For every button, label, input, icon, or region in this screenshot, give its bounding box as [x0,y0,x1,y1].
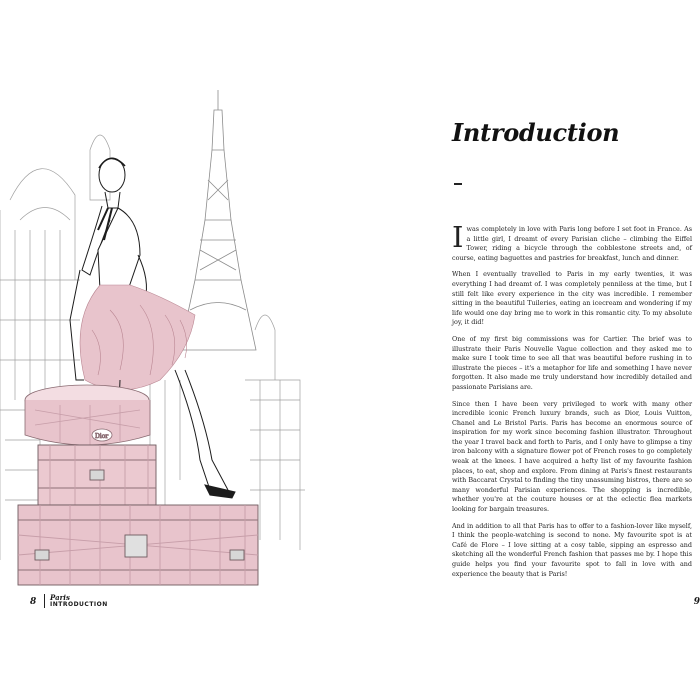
page-number-left: 8 [30,597,37,607]
running-head-section: INTRODUCTION [50,601,108,608]
eiffel-tower-sketch [180,90,256,350]
paris-fashion-illustration [0,80,320,590]
chapter-heading: Introduction [452,118,620,147]
running-head [44,594,108,608]
paragraph-1 [452,220,692,263]
heading-dash-divider [454,183,462,185]
paragraph-3: One of my first big commissions was for Cartier. The brief was to illustrate their Paris Nouvelle Vague collection and they asked me to make sure I took time to see all that was beautiful before rushing in to illustrate the pieces – it's a metaphor for life and something I have never forgotten. It also made me truly understand how incredibly detailed and passionate Parisians are. [452,334,692,391]
running-head-title: Paris [50,593,70,602]
paragraph-4: Since then I have been very privileged to work with many other incredible iconic French luxury brands, such as Dior, Louis Vuitton, Chanel and Le Bristol Paris. Paris has become an enormous source of inspiration for my work since becoming fashion illustrator. Throughout the year I travel back and forth to Paris, and I only have to glimpse a tiny iron balcony with a signature flower pot of French roses to go completely weak at the knees. I have acquired a hefty list of my favourite fashion places, to eat, shop and explore. From dining at Paris's finest restaurants with Baccarat Crystal to finding the tiny unassuming bistros, there are so many wonderful Parisian experiences. The shopping is incredible, whether you're at the couture houses or at the eclectic flea markets looking for bargain treasures. [452,399,692,514]
middle-trunk [38,445,156,505]
pink-tulle-skirt [80,285,195,390]
bottom-trunk [18,505,258,585]
dior-hatbox [25,385,150,448]
dior-label: Dior [95,433,109,440]
right-page [350,0,700,700]
paragraph-1-text: was completely in love with Paris long before I set foot in France. As a little girl, I dreamt of every Parisian cliche – climbing the Eiffel Tower, riding a bicycle through the cobblestone streets and, of course, eating baguettes and pastries for breakfast, lunch and dinner. [452,225,692,262]
body-text [452,220,692,586]
paragraph-2: When I eventually travelled to Paris in my early twenties, it was everything I had dreamt of. I was completely penniless at the time, but I still felt like every experience in the city was incredible. I remember sitting in the beautiful Tuileries, eating an icecream and wondering if my life would one day bring me to work in this romantic city. To my absolute joy, it did! [452,270,692,327]
dropcap: I [452,220,464,254]
paragraph-5: And in addition to all that Paris has to offer to a fashion-lover like myself, I think the people-watching is second to none. My favourite spot is at Café de Flore – I love sitting at a cosy table, sipping an espresso and sketching all the wonderful French fashion that passes me by. I hope this guide helps you find your favourite spot to fall in love with and experience the beauty that is Paris! [452,521,692,578]
page-number-right: 9 [693,597,700,607]
